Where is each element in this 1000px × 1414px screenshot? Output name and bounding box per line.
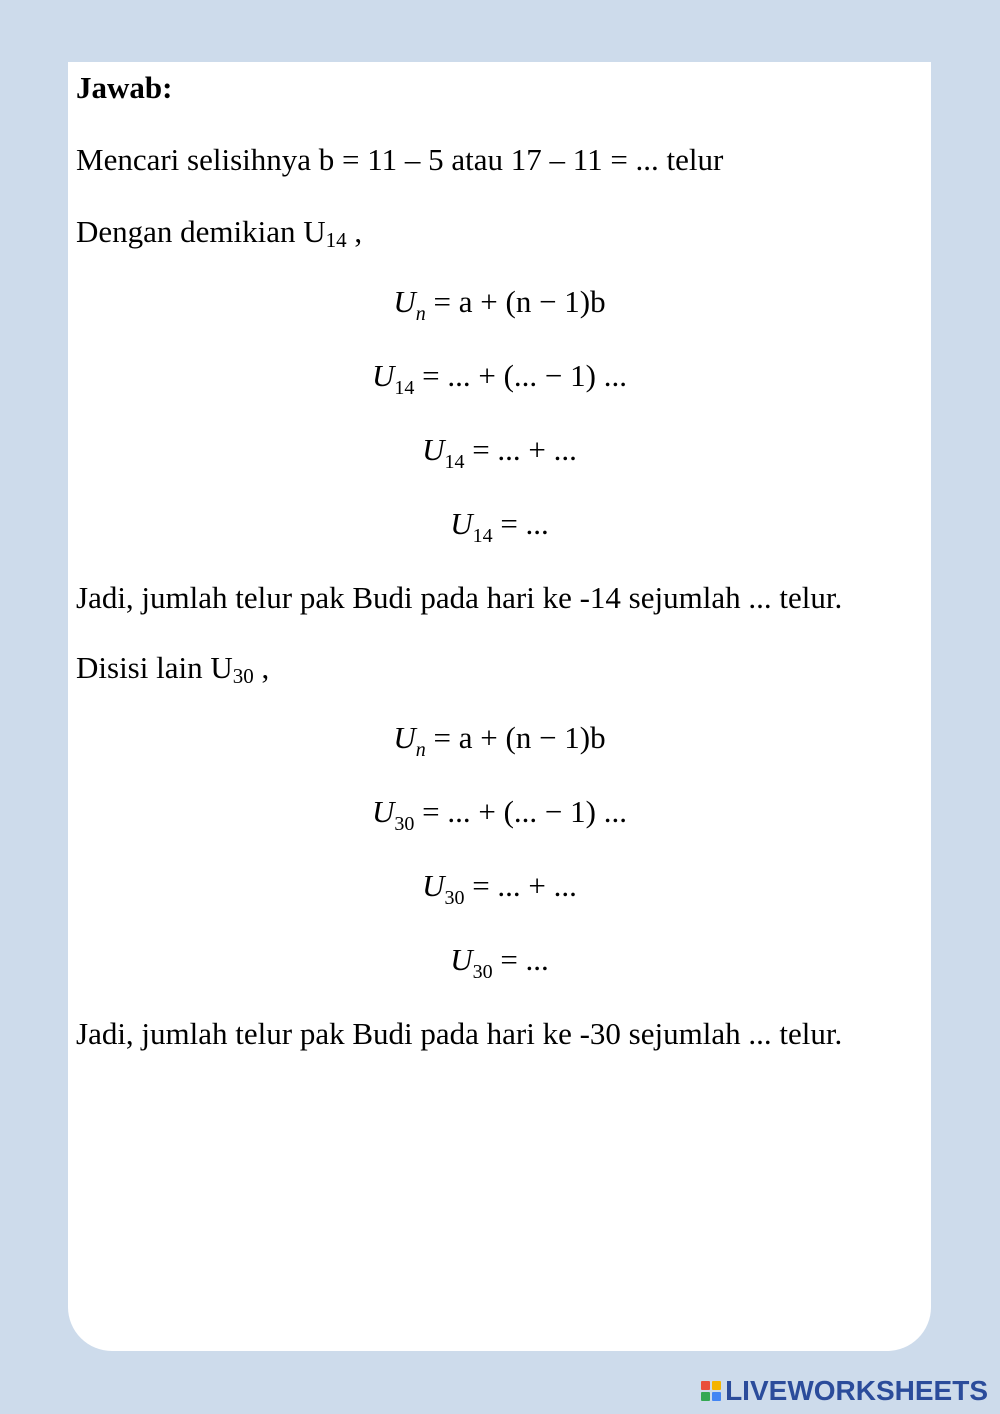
- section-u14-intro: [76, 214, 363, 252]
- section-u14-subscript: 14: [325, 228, 347, 252]
- section-u14-text: Dengan demikian U: [76, 214, 326, 249]
- worksheet-card: [68, 62, 931, 1351]
- brand-name: LIVEWORKSHEETS: [725, 1375, 988, 1406]
- difference-line: Mencari selisihnya b = 11 – 5 atau 17 – 11 = ... telur: [76, 142, 724, 177]
- equation-u30-step3: $U_{30}$ = ...: [450, 942, 549, 983]
- section-u14-comma: ,: [346, 214, 363, 249]
- section-u30-intro: [76, 650, 270, 688]
- section-u30-subscript: 30: [232, 664, 254, 688]
- conclusion-u30: Jadi, jumlah telur pak Budi pada hari ke -30 sejumlah ... telur.: [76, 1016, 843, 1051]
- equation-u30-step2: $U_{30}$ = ... + ...: [422, 868, 577, 909]
- conclusion-u14: Jadi, jumlah telur pak Budi pada hari ke -14 sejumlah ... telur.: [76, 580, 843, 615]
- section-u30-comma: ,: [253, 650, 270, 685]
- equation-general-1: $U_n = a + (n - 1)b$: [393, 284, 606, 325]
- liveworksheets-logo[interactable]: [701, 1376, 988, 1406]
- liveworksheets-icon: [701, 1381, 721, 1401]
- equation-u30-step1: $U_{30}$ = ... + (... − 1) ...: [372, 794, 627, 835]
- equation-u14-step3: $U_{14}$ = ...: [450, 506, 549, 547]
- section-u30-text: Disisi lain U: [76, 650, 233, 685]
- answer-heading: Jawab:: [76, 70, 173, 105]
- equation-u14-step2: $U_{14}$ = ... + ...: [422, 432, 577, 473]
- equation-u14-step1: $U_{14}$ = ... + (... − 1) ...: [372, 358, 627, 399]
- equation-general-2: $U_n = a + (n - 1)b$: [393, 720, 606, 761]
